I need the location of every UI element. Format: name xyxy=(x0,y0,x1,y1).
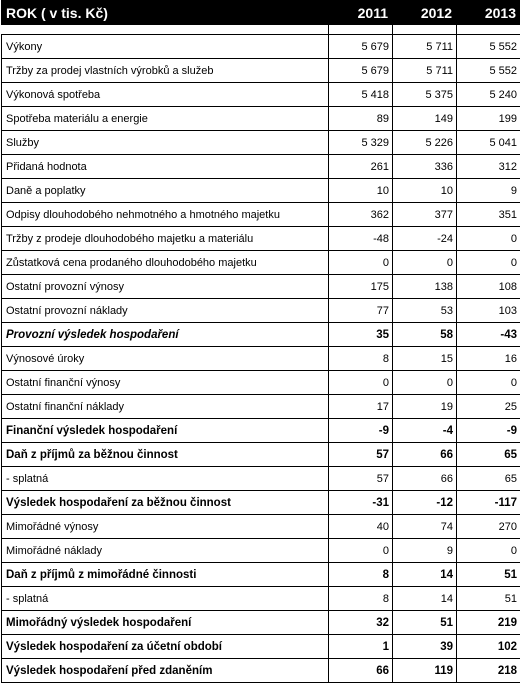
value-2012: 58 xyxy=(393,323,457,347)
value-2012: 39 xyxy=(393,635,457,659)
value-2011: 175 xyxy=(329,275,393,299)
table-row xyxy=(2,131,520,155)
table-row xyxy=(2,323,520,347)
value-2012: 74 xyxy=(393,515,457,539)
value-2013: -43 xyxy=(457,323,520,347)
value-2011: 35 xyxy=(329,323,393,347)
value-2013: 5 552 xyxy=(457,59,520,83)
value-2011: 32 xyxy=(329,611,393,635)
row-label: Výsledek hospodaření před zdaněním xyxy=(2,659,329,683)
value-2012: 66 xyxy=(393,467,457,491)
value-2012: -4 xyxy=(393,419,457,443)
row-label: - splatná xyxy=(2,467,329,491)
value-2012: -24 xyxy=(393,227,457,251)
value-2012: 119 xyxy=(393,659,457,683)
table-row xyxy=(2,371,520,395)
value-2013: 5 041 xyxy=(457,131,520,155)
value-2013: 65 xyxy=(457,443,520,467)
value-2013: 108 xyxy=(457,275,520,299)
table-row xyxy=(2,83,520,107)
row-label: Ostatní provozní náklady xyxy=(2,299,329,323)
row-label: Mimořádné výnosy xyxy=(2,515,329,539)
value-2013: 65 xyxy=(457,467,520,491)
row-label: Výnosové úroky xyxy=(2,347,329,371)
row-label: Výsledek hospodaření za účetní období xyxy=(2,635,329,659)
row-label: Výsledek hospodaření za běžnou činnost xyxy=(2,491,329,515)
value-2011: 17 xyxy=(329,395,393,419)
value-2013: 25 xyxy=(457,395,520,419)
value-2011: 0 xyxy=(329,539,393,563)
year-2011-header: 2011 xyxy=(329,1,393,25)
row-label: Ostatní finanční náklady xyxy=(2,395,329,419)
table-row xyxy=(2,203,520,227)
value-2011: 0 xyxy=(329,371,393,395)
header-row xyxy=(2,1,520,25)
value-2012: 9 xyxy=(393,539,457,563)
value-2011: 5 679 xyxy=(329,59,393,83)
table-row xyxy=(2,659,520,683)
value-2013: 219 xyxy=(457,611,520,635)
row-label: Přidaná hodnota xyxy=(2,155,329,179)
value-2013: 51 xyxy=(457,587,520,611)
value-2012: 377 xyxy=(393,203,457,227)
row-label: Odpisy dlouhodobého nehmotného a hmotného majetku xyxy=(2,203,329,227)
value-2012: 51 xyxy=(393,611,457,635)
row-label: Daň z příjmů za běžnou činnost xyxy=(2,443,329,467)
value-2013: -9 xyxy=(457,419,520,443)
row-label: Spotřeba materiálu a energie xyxy=(2,107,329,131)
value-2012: 138 xyxy=(393,275,457,299)
table-row xyxy=(2,275,520,299)
row-label: Ostatní provozní výnosy xyxy=(2,275,329,299)
value-2012: 66 xyxy=(393,443,457,467)
value-2012: -12 xyxy=(393,491,457,515)
row-label: Ostatní finanční výnosy xyxy=(2,371,329,395)
table-row xyxy=(2,59,520,83)
table-row xyxy=(2,35,520,59)
value-2012: 15 xyxy=(393,347,457,371)
table-row xyxy=(2,635,520,659)
year-2012-header: 2012 xyxy=(393,1,457,25)
value-2012: 5 711 xyxy=(393,59,457,83)
row-label: Mimořádný výsledek hospodaření xyxy=(2,611,329,635)
row-label: Služby xyxy=(2,131,329,155)
value-2011: 0 xyxy=(329,251,393,275)
value-2011: 57 xyxy=(329,443,393,467)
value-2011: 8 xyxy=(329,347,393,371)
table-row xyxy=(2,395,520,419)
table-row xyxy=(2,251,520,275)
value-2011: 1 xyxy=(329,635,393,659)
value-2011: -31 xyxy=(329,491,393,515)
value-2013: 0 xyxy=(457,539,520,563)
value-2013: 0 xyxy=(457,227,520,251)
value-2011: 261 xyxy=(329,155,393,179)
value-2011: 66 xyxy=(329,659,393,683)
value-2012: 5 375 xyxy=(393,83,457,107)
value-2011: 5 418 xyxy=(329,83,393,107)
row-label: Finanční výsledek hospodaření xyxy=(2,419,329,443)
value-2013: 51 xyxy=(457,563,520,587)
value-2012: 19 xyxy=(393,395,457,419)
table-row xyxy=(2,107,520,131)
value-2011: 5 679 xyxy=(329,35,393,59)
value-2011: 89 xyxy=(329,107,393,131)
value-2011: 57 xyxy=(329,467,393,491)
value-2013: 5 240 xyxy=(457,83,520,107)
value-2012: 5 711 xyxy=(393,35,457,59)
value-2011: 8 xyxy=(329,563,393,587)
row-label: Výkony xyxy=(2,35,329,59)
row-label: Tržby z prodeje dlouhodobého majetku a materiálu xyxy=(2,227,329,251)
row-label: Provozní výsledek hospodaření xyxy=(2,323,329,347)
table-row xyxy=(2,347,520,371)
table-row xyxy=(2,179,520,203)
value-2013: 9 xyxy=(457,179,520,203)
value-2013: 312 xyxy=(457,155,520,179)
row-label: Zůstatková cena prodaného dlouhodobého majetku xyxy=(2,251,329,275)
row-label: Tržby za prodej vlastních výrobků a služeb xyxy=(2,59,329,83)
value-2012: 149 xyxy=(393,107,457,131)
value-2013: 102 xyxy=(457,635,520,659)
table-row xyxy=(2,227,520,251)
table-row xyxy=(2,155,520,179)
table-row xyxy=(2,587,520,611)
table-row xyxy=(2,443,520,467)
value-2013: 0 xyxy=(457,251,520,275)
value-2013: 0 xyxy=(457,371,520,395)
value-2012: 14 xyxy=(393,563,457,587)
value-2012: 10 xyxy=(393,179,457,203)
value-2013: 103 xyxy=(457,299,520,323)
value-2013: 199 xyxy=(457,107,520,131)
table-row xyxy=(2,563,520,587)
table-row xyxy=(2,299,520,323)
table-title: ROK ( v tis. Kč) xyxy=(2,1,329,25)
value-2012: 336 xyxy=(393,155,457,179)
value-2013: -117 xyxy=(457,491,520,515)
table-row xyxy=(2,515,520,539)
spacer-row xyxy=(2,25,520,35)
value-2011: 5 329 xyxy=(329,131,393,155)
table-row xyxy=(2,611,520,635)
row-label: Daně a poplatky xyxy=(2,179,329,203)
value-2011: 8 xyxy=(329,587,393,611)
value-2012: 0 xyxy=(393,251,457,275)
value-2013: 270 xyxy=(457,515,520,539)
year-2013-header: 2013 xyxy=(457,1,520,25)
table-row xyxy=(2,419,520,443)
table-row xyxy=(2,491,520,515)
table-row xyxy=(2,539,520,563)
value-2012: 0 xyxy=(393,371,457,395)
value-2011: -9 xyxy=(329,419,393,443)
table-row xyxy=(2,467,520,491)
value-2013: 5 552 xyxy=(457,35,520,59)
value-2013: 218 xyxy=(457,659,520,683)
row-label: - splatná xyxy=(2,587,329,611)
row-label: Daň z příjmů z mimořádné činnosti xyxy=(2,563,329,587)
value-2011: 10 xyxy=(329,179,393,203)
financial-table xyxy=(1,0,520,683)
value-2012: 5 226 xyxy=(393,131,457,155)
value-2011: 40 xyxy=(329,515,393,539)
value-2011: 77 xyxy=(329,299,393,323)
value-2011: -48 xyxy=(329,227,393,251)
value-2013: 16 xyxy=(457,347,520,371)
value-2013: 351 xyxy=(457,203,520,227)
row-label: Výkonová spotřeba xyxy=(2,83,329,107)
value-2011: 362 xyxy=(329,203,393,227)
value-2012: 14 xyxy=(393,587,457,611)
row-label: Mimořádné náklady xyxy=(2,539,329,563)
value-2012: 53 xyxy=(393,299,457,323)
